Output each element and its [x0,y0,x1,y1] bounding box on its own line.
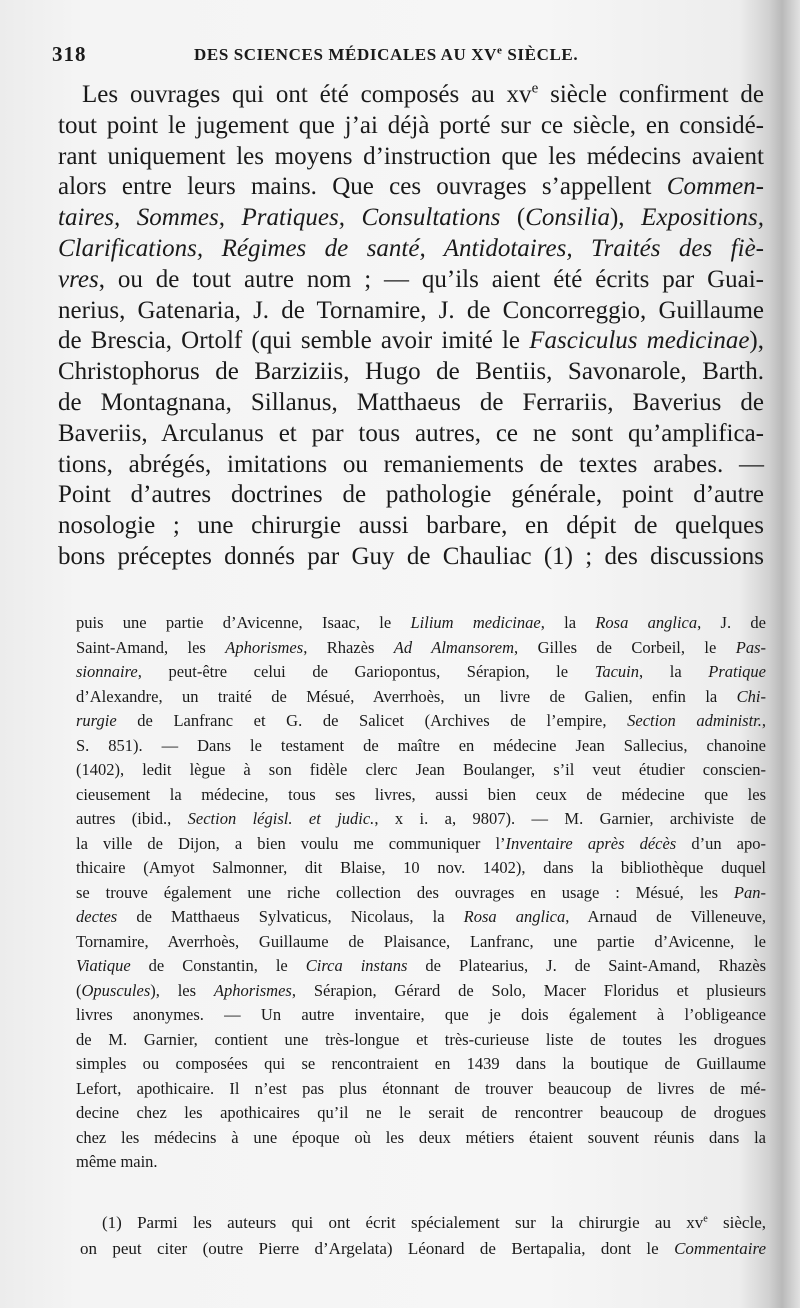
text-line: tions, abrégés, imitations ou remaniements de textes arabes. — [58,450,764,478]
note-line: dectes de Matthaeus Sylvaticus, Nicolaus, la Rosa anglica, Arnaud de Villeneuve, [76,907,766,926]
text-line: nosologie ; une chirurgie aussi barbare, en dépit de quelques [58,512,764,540]
text-line: taires, Sommes, Pratiques, Consultations (Consilia), Expositions, [58,204,764,232]
note-line: de M. Garnier, contient une très-longue et très-curieuse liste de toutes les drogues [76,1029,766,1049]
text-line: Les ouvrages qui ont été composés au $xv^e$ siècle confirment de [82,80,764,108]
note-line: simples ou composées qui se rencontraient en 1439 dans la boutique de Guillaume [76,1054,766,1073]
note-line: la ville de Dijon, a bien voulu me communiquer l’Inventaire après décès d’un apo- [76,833,766,853]
footnote-line: (1) Parmi les auteurs qui ont écrit spécialement sur la chirurgie au $xv^e$ siècle, [102,1213,766,1232]
text-line: Baveriis, Arculanus et par tous autres, ce ne sont qu’amplifica- [58,419,764,447]
text-line: rant uniquement les moyens d’instruction que les médecins avaient [58,142,764,170]
note-line: (Opuscules), les Aphorismes, Sérapion, Gérard de Solo, Macer Floridus et plusieurs [76,980,766,1000]
text-line: tout point le jugement que j’ai déjà porté sur ce siècle, en considé- [58,111,764,139]
text-line: Point d’autres doctrines de pathologie générale, point d’autre [58,481,764,509]
note-line: S. 851). — Dans le testament de maître en médecine Jean Sallecius, chanoine [76,735,766,755]
continued-footnote [76,611,766,1175]
note-line: autres (ibid., Section législ. et judic., x i. a, 9807). — M. Garnier, archiviste de [76,809,766,828]
note-line: même main. [76,1152,158,1171]
text-line: vres, ou de tout autre nom ; — qu’ils aient été écrits par Guai- [58,265,764,293]
note-line: chez les médecins à une époque où les deux métiers étaient souvent réunis dans la [76,1127,766,1147]
text-line: bons préceptes donnés par Guy de Chauliac (1) ; des discussions [58,542,764,570]
text-line: de Brescia, Ortolf (qui semble avoir imité le Fasciculus medicinae), [58,327,764,355]
note-line: livres anonymes. — Un autre inventaire, que je dois également à l’obligeance [76,1005,766,1024]
note-line: cieusement la médecine, tous ses livres, aussi bien ceux de médecine que les [76,784,766,804]
running-head: DES SCIENCES MÉDICALES AU XVe SIÈCLE. [194,44,579,64]
page-number: 318 [52,42,87,66]
note-line: thicaire (Amyot Salmonner, dit Blaise, 10 nov. 1402), dans la bibliothèque duquel [76,858,766,877]
note-line: se trouve également une riche collection des ouvrages en usage : Mésué, les Pan- [76,882,766,902]
main-paragraph [58,80,764,573]
page-header [52,42,760,70]
text-line: Christophorus de Barziziis, Hugo de Bentiis, Savonarole, Barth. [58,358,764,386]
note-line: Viatique de Constantin, le Circa instans de Platearius, J. de Saint-Amand, Rhazès [76,956,766,975]
note-line: Saint-Amand, les Aphorismes, Rhazès Ad Almansorem, Gilles de Corbeil, le Pas- [76,637,766,657]
page-binding-edge [770,0,800,1308]
note-line: (1402), ledit lègue à son fidèle clerc Jean Boulanger, s’il veut étudier conscien- [76,760,766,779]
note-line: decine chez les apothicaires qu’il ne le serait de rencontrer beaucoup de drogues [76,1103,766,1122]
text-line: alors entre leurs mains. Que ces ouvrages s’appellent Commen- [58,173,764,201]
text-line: de Montagnana, Sillanus, Matthaeus de Ferrariis, Baverius de [58,388,764,416]
footnote-line: on peut citer (outre Pierre d’Argelata) Léonard de Bertapalia, dont le Commentaire [80,1239,766,1258]
note-line: sionnaire, peut-être celui de Gariopontus, Sérapion, le Tacuin, la Pratique [76,662,766,681]
note-line: Lefort, apothicaire. Il n’est pas plus étonnant de trouver beaucoup de livres de mé- [76,1078,766,1098]
note-line: d’Alexandre, un traité de Mésué, Averrhoès, un livre de Galien, enfin la Chi- [76,686,766,706]
footnote-1 [80,1210,766,1262]
note-line: puis une partie d’Avicenne, Isaac, le Lilium medicinae, la Rosa anglica, J. de [76,613,766,632]
text-line: Clarifications, Régimes de santé, Antidotaires, Traités des fiè- [58,234,764,262]
text-line: nerius, Gatenaria, J. de Tornamire, J. de Concorreggio, Guillaume [58,296,764,324]
note-line: Tornamire, Averrhoès, Guillaume de Plaisance, Lanfranc, une partie d’Avicenne, le [76,931,766,951]
note-line: rurgie de Lanfranc et G. de Salicet (Archives de l’empire, Section administr., [76,711,767,730]
